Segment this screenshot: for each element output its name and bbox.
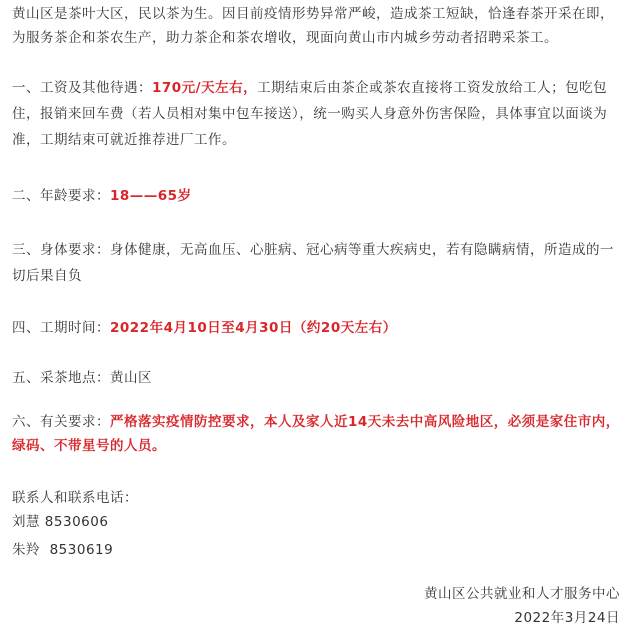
contact-entry bbox=[12, 540, 113, 560]
work-period-highlight: 2022年4月10日至4月30日（约20天左右） bbox=[110, 320, 397, 336]
item-2-line bbox=[12, 186, 192, 206]
requirements-highlight-2: 绿码、不带星号的人员。 bbox=[12, 438, 166, 454]
item-5-line: 五、采茶地点：黄山区 bbox=[12, 370, 152, 386]
item-1-text: 工期结束后由茶企或茶农直接将工资发放给工人；包吃包 bbox=[257, 80, 608, 96]
contacts-heading: 联系人和联系电话： bbox=[12, 490, 138, 506]
contact-name: 朱羚 bbox=[12, 542, 40, 558]
intro-line-1: 黄山区是茶叶大区，民以茶为生。因目前疫情形势异常严峻，造成茶工短缺，恰逢春茶开采在即， bbox=[12, 6, 614, 22]
item-6-line-1 bbox=[12, 412, 620, 432]
issuing-organization: 黄山区公共就业和人才服务中心 bbox=[424, 586, 620, 602]
age-range-highlight: 18——65岁 bbox=[110, 188, 192, 204]
issue-date: 2022年3月24日 bbox=[514, 610, 620, 626]
contact-phone: 8530606 bbox=[44, 514, 109, 530]
intro-line-2: 为服务茶企和茶农生产，助力茶企和茶农增收，现面向黄山市内城乡劳动者招聘采茶工。 bbox=[12, 30, 558, 46]
item-1-line-2: 住，报销来回车费（若人员相对集中包车接送），统一购买人身意外伤害保险，具体事宜以面谈为 bbox=[12, 106, 608, 122]
contact-phone: 8530619 bbox=[49, 542, 114, 558]
item-1-line-1 bbox=[12, 78, 607, 98]
item-4-label: 四、工期时间： bbox=[12, 320, 110, 336]
item-4-line bbox=[12, 318, 397, 338]
contact-entry bbox=[12, 512, 108, 532]
item-6-label: 六、有关要求： bbox=[12, 414, 110, 430]
wage-highlight: 170元/天左右， bbox=[152, 80, 258, 96]
item-1-label: 一、工资及其他待遇： bbox=[12, 80, 152, 96]
requirements-highlight-1: 严格落实疫情防控要求，本人及家人近14天未去中高风险地区，必须是家住市内， bbox=[110, 414, 620, 430]
item-1-line-3: 准，工期结束可就近推荐进厂工作。 bbox=[12, 132, 236, 148]
item-3-line-2: 切后果自负 bbox=[12, 268, 82, 284]
item-3-line-1: 三、身体要求：身体健康，无高血压、心脏病、冠心病等重大疾病史，若有隐瞒病情，所造成的一 bbox=[12, 242, 614, 258]
contact-name: 刘慧 bbox=[12, 514, 40, 530]
item-2-label: 二、年龄要求： bbox=[12, 188, 110, 204]
